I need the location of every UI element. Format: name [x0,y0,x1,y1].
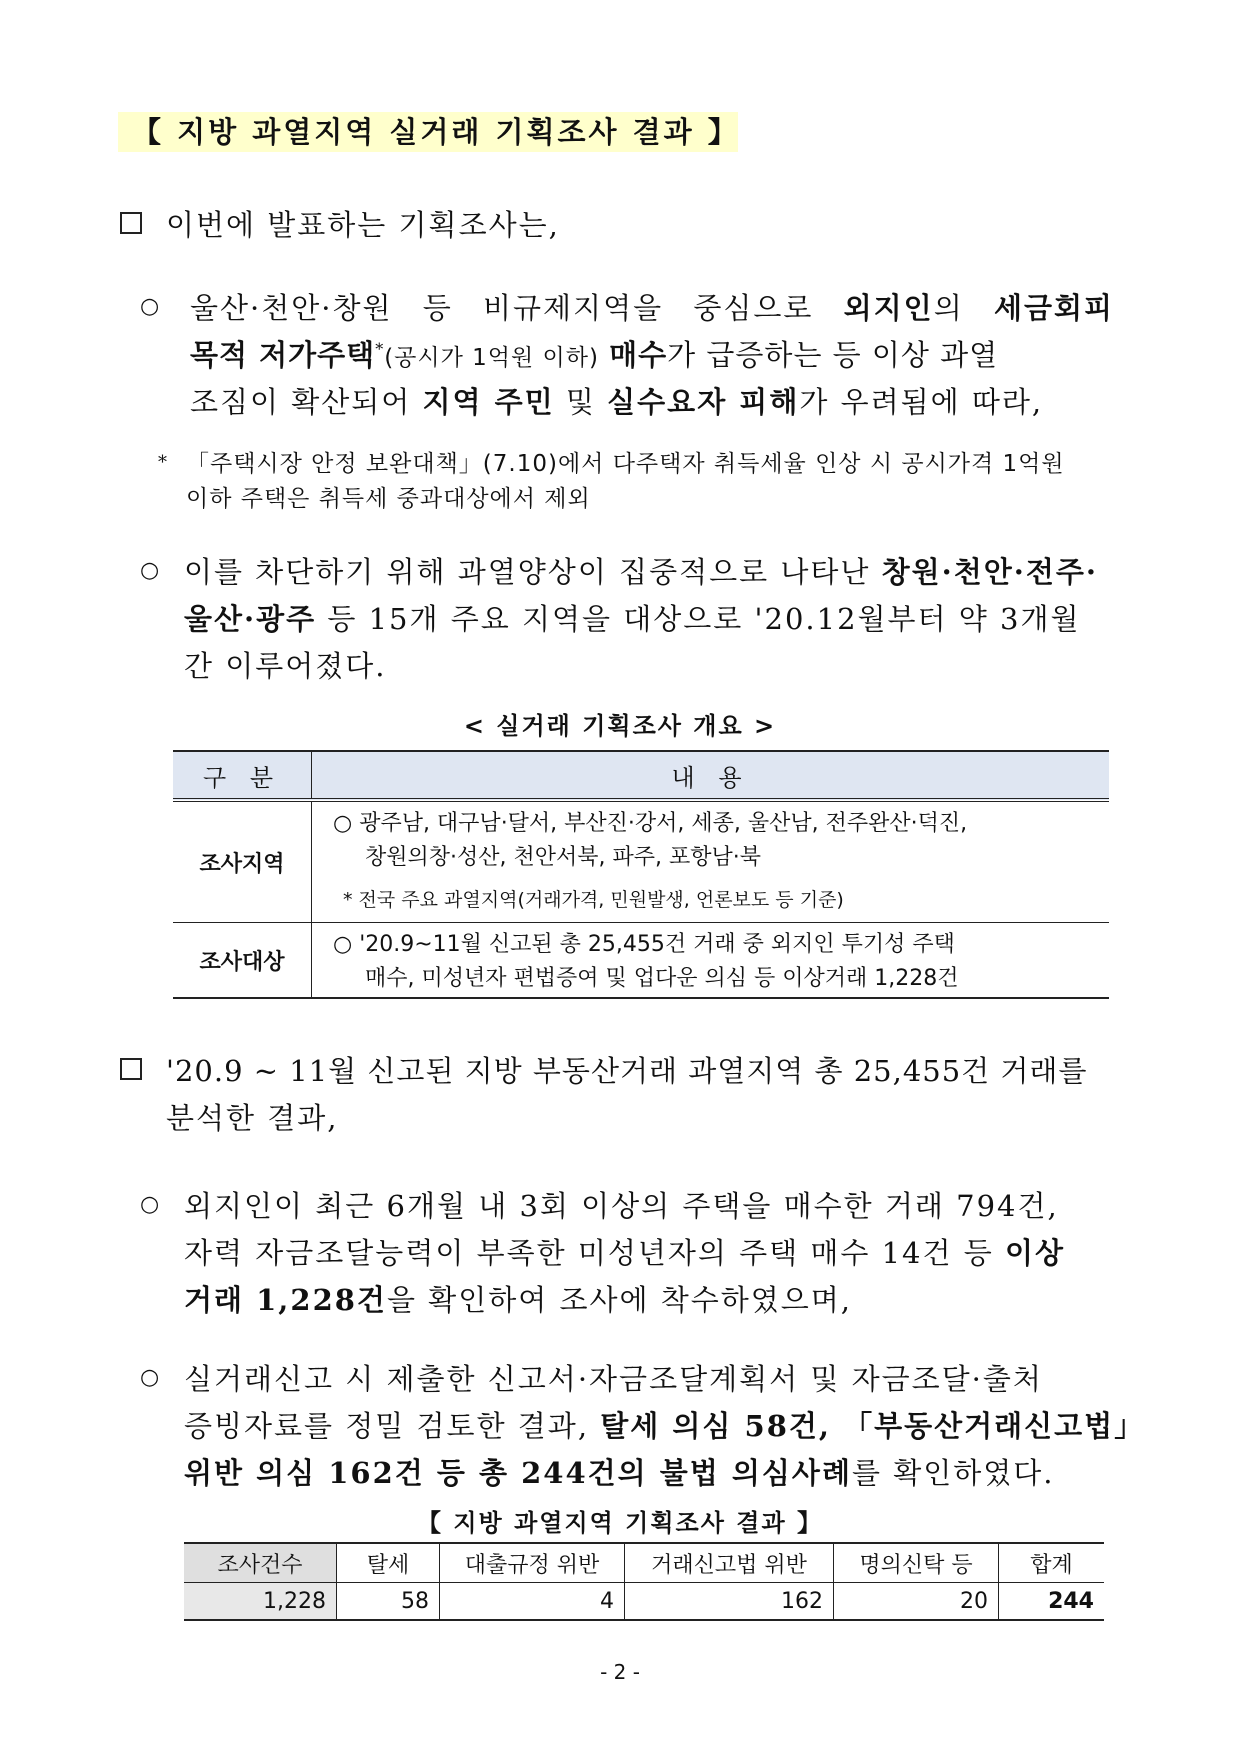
bullet-circle-4: ○ [140,1365,160,1390]
s1-p1-bold-lowprice: 목적 저가주택 [190,338,376,372]
table1-target-line1: ○ '20.9~11월 신고된 총 25,455건 거래 중 외지인 투기성 주택 [333,932,955,957]
table1-label-region: 조사지역 [173,800,312,923]
s2-p2-bold-tax: 탈세 의심 58건, 「부동산거래신고법」 [600,1409,1146,1443]
bullet-circle-3: ○ [140,1192,160,1217]
footnote-mark: * [158,452,167,473]
table-row [173,800,1109,923]
table2-cell: 1,228 [184,1583,337,1621]
table1-region-note: * 전국 주요 과열지역(거래가격, 민원발생, 언론보도 등 기준) [343,889,844,911]
s2-p1-line3 [184,1278,852,1319]
table1-region-line1: ○ 광주남, 대구남·달서, 부산진·강서, 세종, 울산남, 전주완산·덕진, [333,811,968,836]
table1-header-category: 구 분 [173,751,312,800]
table1-cell-target [312,923,1110,999]
table2-cell: 162 [625,1583,834,1621]
s2-p2-line1: 실거래신고 시 제출한 신고서·자금조달계획서 및 자금조달·출처 [184,1362,1043,1396]
s1-p1-word: 울산·천안·창원 [190,291,393,325]
table-row [184,1583,1104,1621]
footnote-star: * [375,339,385,359]
table1-target-line2: 매수, 미성년자 편법증여 및 업다운 의심 등 이상거래 1,228건 [365,966,959,991]
s2-p1-bold-count: 거래 1,228건 [184,1283,387,1317]
table2-cell: 20 [834,1583,999,1621]
s2-p2-bold-illegal: 위반 의심 162건 등 총 244건의 불법 의심사례 [184,1456,852,1490]
s2-p2-line3 [184,1451,1055,1492]
s2-p1-line2 [184,1231,1065,1272]
section-checkbox-1 [120,212,142,234]
section1-heading: 이번에 발표하는 기획조사는, [166,208,560,242]
table2-header: 대출규정 위반 [440,1543,625,1583]
table1-label-target: 조사대상 [173,923,312,999]
s1-p1-bold-tax: 세금회피 [993,291,1114,325]
section2-heading-line2: 분석한 결과, [166,1101,339,1135]
s1-p1-line2 [190,333,1114,374]
table1-region-line2: 창원의창·성산, 천안서북, 파주, 포항남·북 [365,845,761,870]
table-row [173,923,1109,999]
table1-cell-region [312,800,1110,923]
footnote-line1: 「주택시장 안정 보완대책」(7.10)에서 다주택자 취득세율 인상 시 공시가격 1억원 [186,451,1065,477]
table2-caption: 【 지방 과열지역 기획조사 결과 】 [417,1509,823,1537]
s1-p1-bold-outsider: 외지인 [843,291,934,325]
section2-heading-line1: '20.9 ~ 11월 신고된 지방 부동산거래 과열지역 총 25,455건 거래를 [166,1054,1088,1088]
table2-header: 조사건수 [184,1543,337,1583]
table1-header-content: 내 용 [312,751,1110,800]
s2-p1-line1: 외지인이 최근 6개월 내 3회 이상의 주택을 매수한 거래 794건, [184,1189,1059,1223]
s1-p1-text: 조짐이 확산되어 [190,385,412,419]
table2-cell-total: 244 [999,1583,1105,1621]
s2-p2-text: 증빙자료를 정밀 검토한 결과, [184,1409,590,1443]
s2-p1-bold-abnormal: 이상 [1004,1236,1066,1270]
s1-p1-paren: (공시가 1억원 이하) [384,345,599,371]
s1-p1-word: 비규제지역을 [483,291,664,325]
page-number: - 2 - [600,1660,640,1684]
table2-header: 명의신탁 등 [834,1543,999,1583]
table2-header: 거래신고법 위반 [625,1543,834,1583]
s1-p1-line1 [190,286,1114,327]
s1-p1-text: 및 [565,385,596,419]
s1-p1-word: 의 [933,291,964,325]
table1-caption: < 실거래 기획조사 개요 > [463,712,777,740]
s1-p1-bold-purchase: 매수 [609,338,668,372]
s1-p2-line2 [184,597,1081,638]
results-table [184,1542,1104,1621]
s1-p1-text: 가 우려됨에 따라, [799,385,1044,419]
document-title: 【 지방 과열지역 실거래 기획조사 결과 】 [118,112,738,152]
table2-header: 탈세 [337,1543,440,1583]
s2-p2-line2 [184,1404,1145,1445]
table2-header: 합계 [999,1543,1105,1583]
section-checkbox-2 [120,1058,142,1080]
table2-cell: 58 [337,1583,440,1621]
s1-p2-text: 등 15개 주요 지역을 대상으로 '20.12월부터 약 3개월 [327,602,1081,636]
s2-p2-text: 를 확인하였다. [851,1456,1055,1490]
footnote-line2: 이하 주택은 취득세 중과대상에서 제외 [186,486,591,512]
s1-p1-bold-damage: 실수요자 피해 [607,385,800,419]
s2-p1-text: 을 확인하여 조사에 착수하였으며, [386,1283,853,1317]
survey-overview-table [173,750,1109,999]
s1-p1-line3 [190,380,1114,421]
bullet-circle-1: ○ [140,294,160,319]
s1-p1-word: 중심으로 [693,291,814,325]
table2-cell: 4 [440,1583,625,1621]
s1-p2-bold-cities1: 창원·천안·전주· [881,555,1098,589]
s1-p2-line1 [184,550,1098,591]
s2-p1-text: 자력 자금조달능력이 부족한 미성년자의 주택 매수 14건 등 [184,1236,994,1270]
bullet-circle-2: ○ [140,558,160,583]
s1-p1-word: 등 [422,291,453,325]
s1-p1-rest: 가 급증하는 등 이상 과열 [667,338,999,372]
s1-p1-bold-residents: 지역 주민 [422,385,555,419]
s1-p2-line3: 간 이루어졌다. [184,649,387,683]
s1-p2-text: 이를 차단하기 위해 과열양상이 집중적으로 나타난 [184,555,871,589]
s1-p2-bold-cities2: 울산·광주 [184,602,317,636]
